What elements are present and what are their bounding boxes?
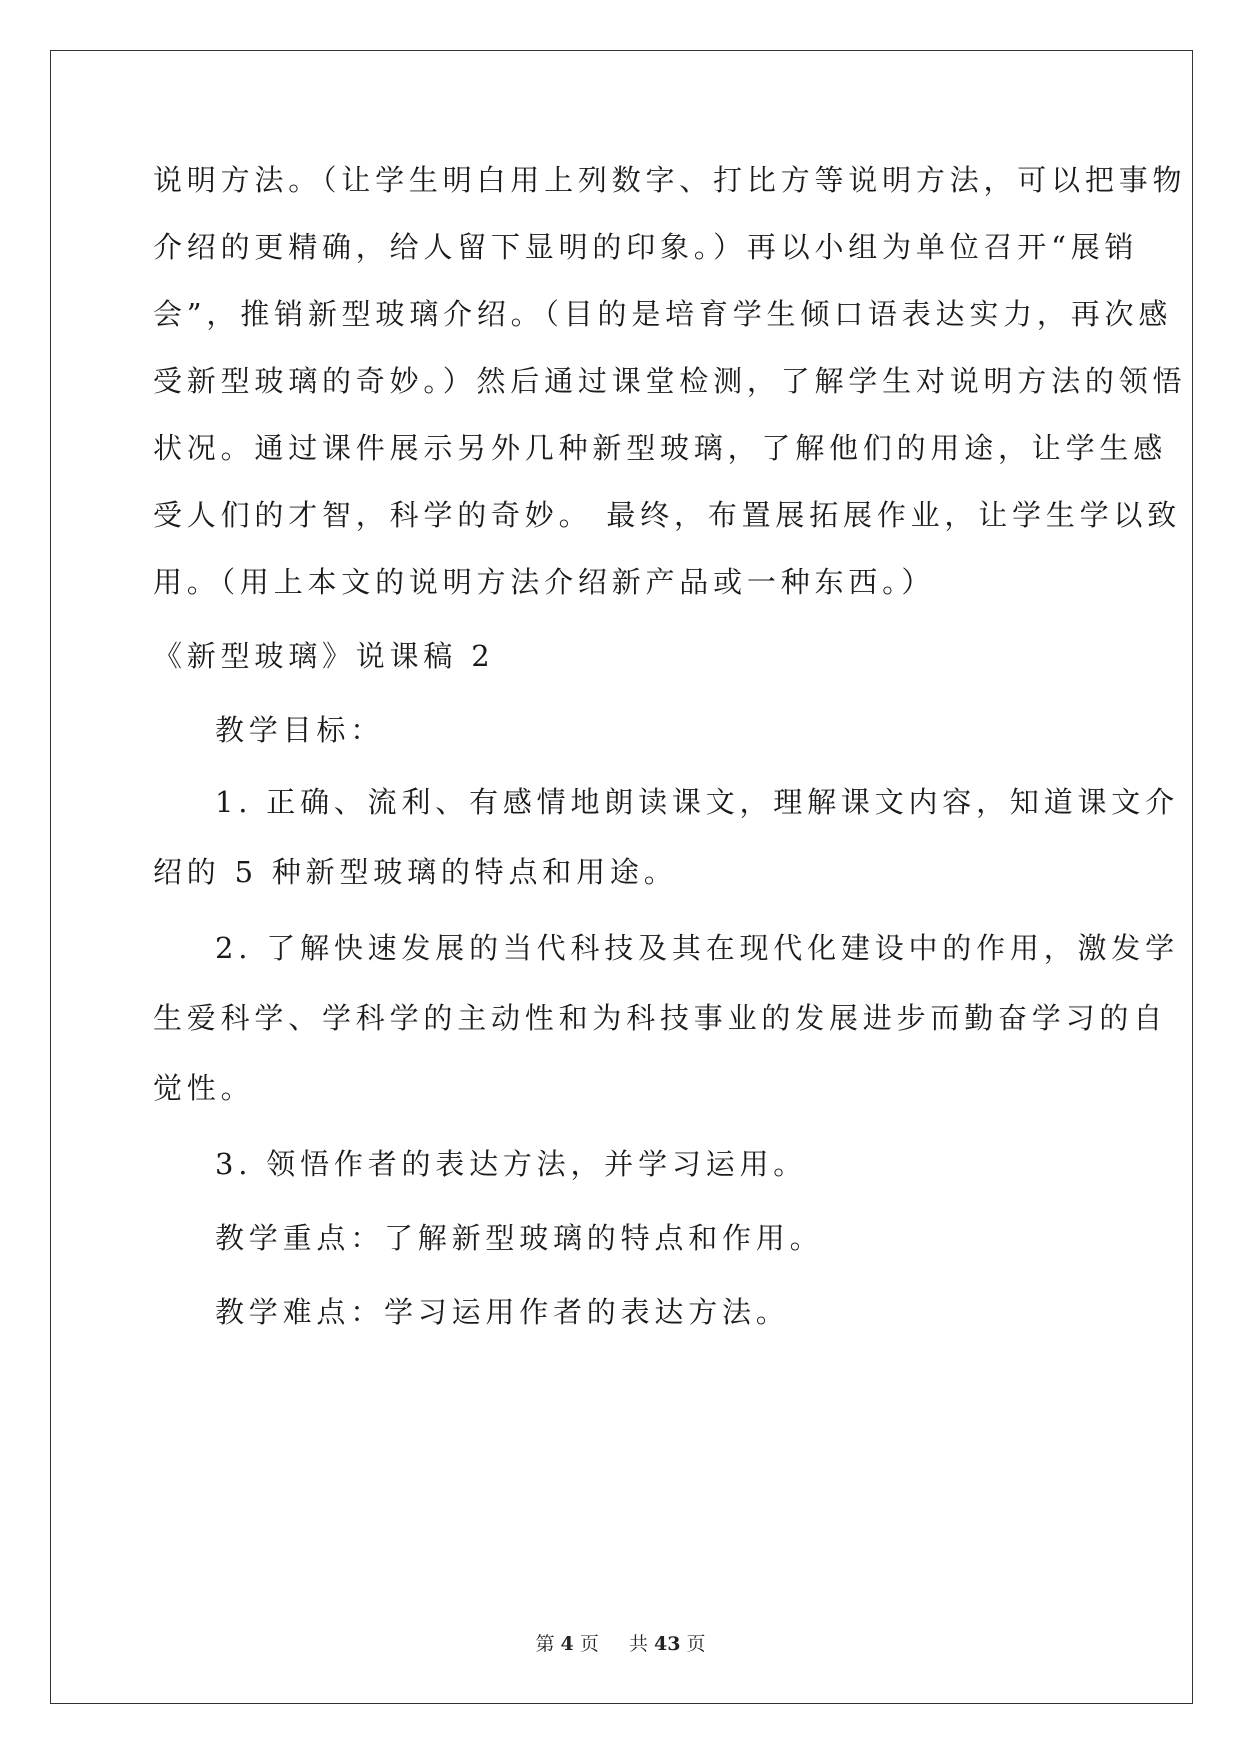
paragraph-line: 教学难点：学习运用作者的表达方法。 bbox=[215, 1295, 790, 1329]
paragraph-line: 受新型玻璃的奇妙。）然后通过课堂检测，了解学生对说明方法的领悟 bbox=[153, 364, 1187, 398]
page-suffix: 页 bbox=[579, 1633, 599, 1655]
list-item-line: 1. 正确、流利、有感情地朗读课文，理解课文内容，知道课文介 bbox=[215, 785, 1179, 819]
paragraph-line: 用。（用上本文的说明方法介绍新产品或一种东西。） bbox=[153, 565, 936, 599]
page-footer bbox=[0, 1632, 1241, 1656]
total-suffix: 页 bbox=[686, 1633, 706, 1655]
list-item-line: 3. 领悟作者的表达方法，并学习运用。 bbox=[215, 1147, 808, 1181]
paragraph-line: 教学重点：了解新型玻璃的特点和作用。 bbox=[215, 1221, 824, 1255]
paragraph-line: 状况。通过课件展示另外几种新型玻璃，了解他们的用途，让学生感 bbox=[153, 431, 1168, 465]
list-item-line: 生爱科学、学科学的主动性和为科技事业的发展进步而勤奋学习的自 bbox=[153, 1001, 1168, 1035]
subheading: 教学目标： bbox=[215, 713, 385, 747]
paragraph-line: 受人们的才智，科学的奇妙。 最终，布置展拓展作业，让学生学以致 bbox=[153, 498, 1182, 532]
list-item-line: 绍的 5 种新型玻璃的特点和用途。 bbox=[153, 855, 678, 889]
list-item-line: 2. 了解快速发展的当代科技及其在现代化建设中的作用，激发学 bbox=[215, 931, 1179, 965]
total-prefix: 共 bbox=[628, 1633, 648, 1655]
paragraph-line: 说明方法。（让学生明白用上列数字、打比方等说明方法，可以把事物 bbox=[153, 163, 1187, 197]
page-number: 4 bbox=[560, 1633, 574, 1655]
total-pages: 43 bbox=[654, 1633, 681, 1655]
list-item-line: 觉性。 bbox=[153, 1071, 255, 1105]
section-heading: 《新型玻璃》说课稿 2 bbox=[153, 639, 495, 673]
paragraph-line: 会”，推销新型玻璃介绍。（目的是培育学生倾口语表达实力，再次感 bbox=[153, 297, 1173, 331]
paragraph-line: 介绍的更精确，给人留下显明的印象。）再以小组为单位召开“展销 bbox=[153, 230, 1139, 264]
page-prefix: 第 bbox=[535, 1633, 555, 1655]
